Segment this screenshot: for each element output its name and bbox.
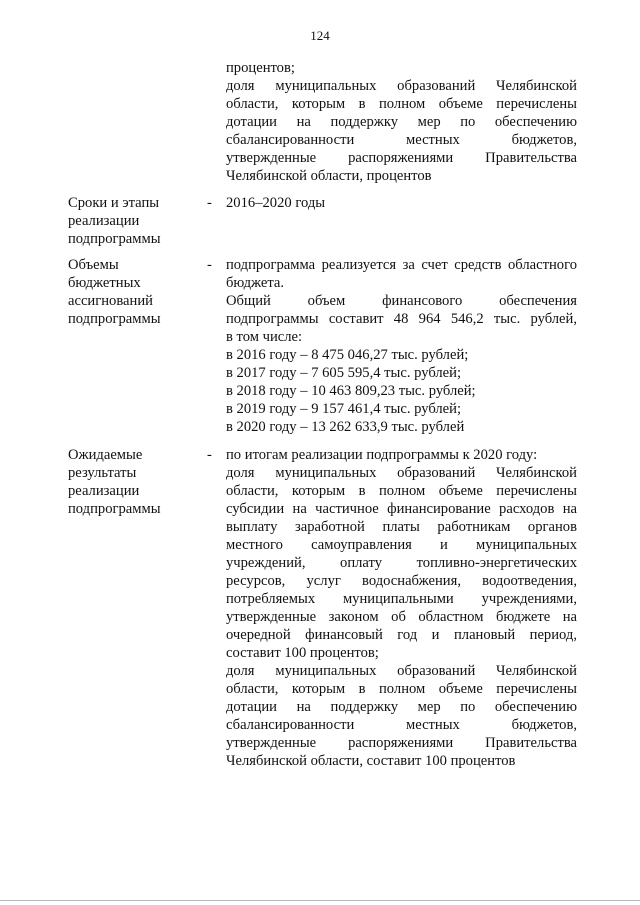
terms-dash: - [207, 195, 212, 211]
budget-line-9: в 2020 году – 13 262 633,9 тыс. рублей [226, 419, 465, 435]
results-line-2: области, которым в полном объеме перечислены [226, 483, 577, 499]
budget-line-2: Общий объем финансового обеспечения [226, 293, 577, 309]
results-dash: - [207, 447, 212, 463]
results-line-1: доля муниципальных образований Челябинской [226, 465, 577, 481]
results-line-17: Челябинской области, составит 100 процентов [226, 753, 516, 769]
budget-line-5: в 2016 году – 8 475 046,27 тыс. рублей; [226, 347, 469, 363]
results-line-14: дотации на поддержку мер по обеспечению [226, 699, 577, 715]
top-line-4: сбалансированности местных бюджетов, [226, 132, 577, 148]
results-line-6: учреждений, оплату топливно-энергетических [226, 555, 577, 571]
budget-line-3: подпрограммы составит 48 964 546,2 тыс. рублей, [226, 311, 577, 327]
budget-line-0: подпрограмма реализуется за счет средств областного [226, 257, 577, 273]
budget-label-2: ассигнований [68, 293, 153, 309]
budget-line-1: бюджета. [226, 275, 285, 291]
budget-line-4: в том числе: [226, 329, 303, 345]
top-line-5: утвержденные распоряжениями Правительства [226, 150, 577, 166]
results-line-16: утвержденные распоряжениями Правительства [226, 735, 577, 751]
results-line-12: доля муниципальных образований Челябинской [226, 663, 577, 679]
top-line-1: доля муниципальных образований Челябинской [226, 78, 577, 94]
results-line-11: составит 100 процентов; [226, 645, 379, 661]
terms-label-2: подпрограммы [68, 231, 161, 247]
results-line-13: области, которым в полном объеме перечислены [226, 681, 577, 697]
top-line-3: дотации на поддержку мер по обеспечению [226, 114, 577, 130]
results-label-3: подпрограммы [68, 501, 161, 517]
terms-label-1: реализации [68, 213, 140, 229]
results-line-15: сбалансированности местных бюджетов, [226, 717, 577, 733]
results-line-9: утвержденные законом об областном бюджете на [226, 609, 577, 625]
budget-line-7: в 2018 году – 10 463 809,23 тыс. рублей; [226, 383, 476, 399]
results-line-7: ресурсов, услуг водоснабжения, водоотведения, [226, 573, 577, 589]
top-line-6: Челябинской области, процентов [226, 168, 432, 184]
results-label-2: реализации [68, 483, 140, 499]
results-line-8: потребляемых муниципальными учреждениями, [226, 591, 577, 607]
budget-label-3: подпрограммы [68, 311, 161, 327]
results-label-1: результаты [68, 465, 137, 481]
top-line-0: процентов; [226, 60, 295, 76]
results-line-4: выплату заработной платы работникам органов [226, 519, 577, 535]
results-line-3: субсидии на частичное финансирование расходов на [226, 501, 577, 517]
terms-label-0: Сроки и этапы [68, 195, 160, 211]
results-line-10: очередной финансовый год и плановый период, [226, 627, 577, 643]
budget-line-6: в 2017 году – 7 605 595,4 тыс. рублей; [226, 365, 462, 381]
terms-line-0: 2016–2020 годы [226, 195, 326, 211]
bottom-divider [0, 900, 640, 901]
results-line-5: местного самоуправления и муниципальных [226, 537, 577, 553]
results-line-0: по итогам реализации подпрограммы к 2020 году: [226, 447, 538, 463]
budget-dash: - [207, 257, 212, 273]
budget-label-0: Объемы [68, 257, 119, 273]
budget-line-8: в 2019 году – 9 157 461,4 тыс. рублей; [226, 401, 462, 417]
top-line-2: области, которым в полном объеме перечислены [226, 96, 577, 112]
budget-label-1: бюджетных [68, 275, 141, 291]
results-label-0: Ожидаемые [68, 447, 143, 463]
page-number: 124 [310, 28, 330, 43]
